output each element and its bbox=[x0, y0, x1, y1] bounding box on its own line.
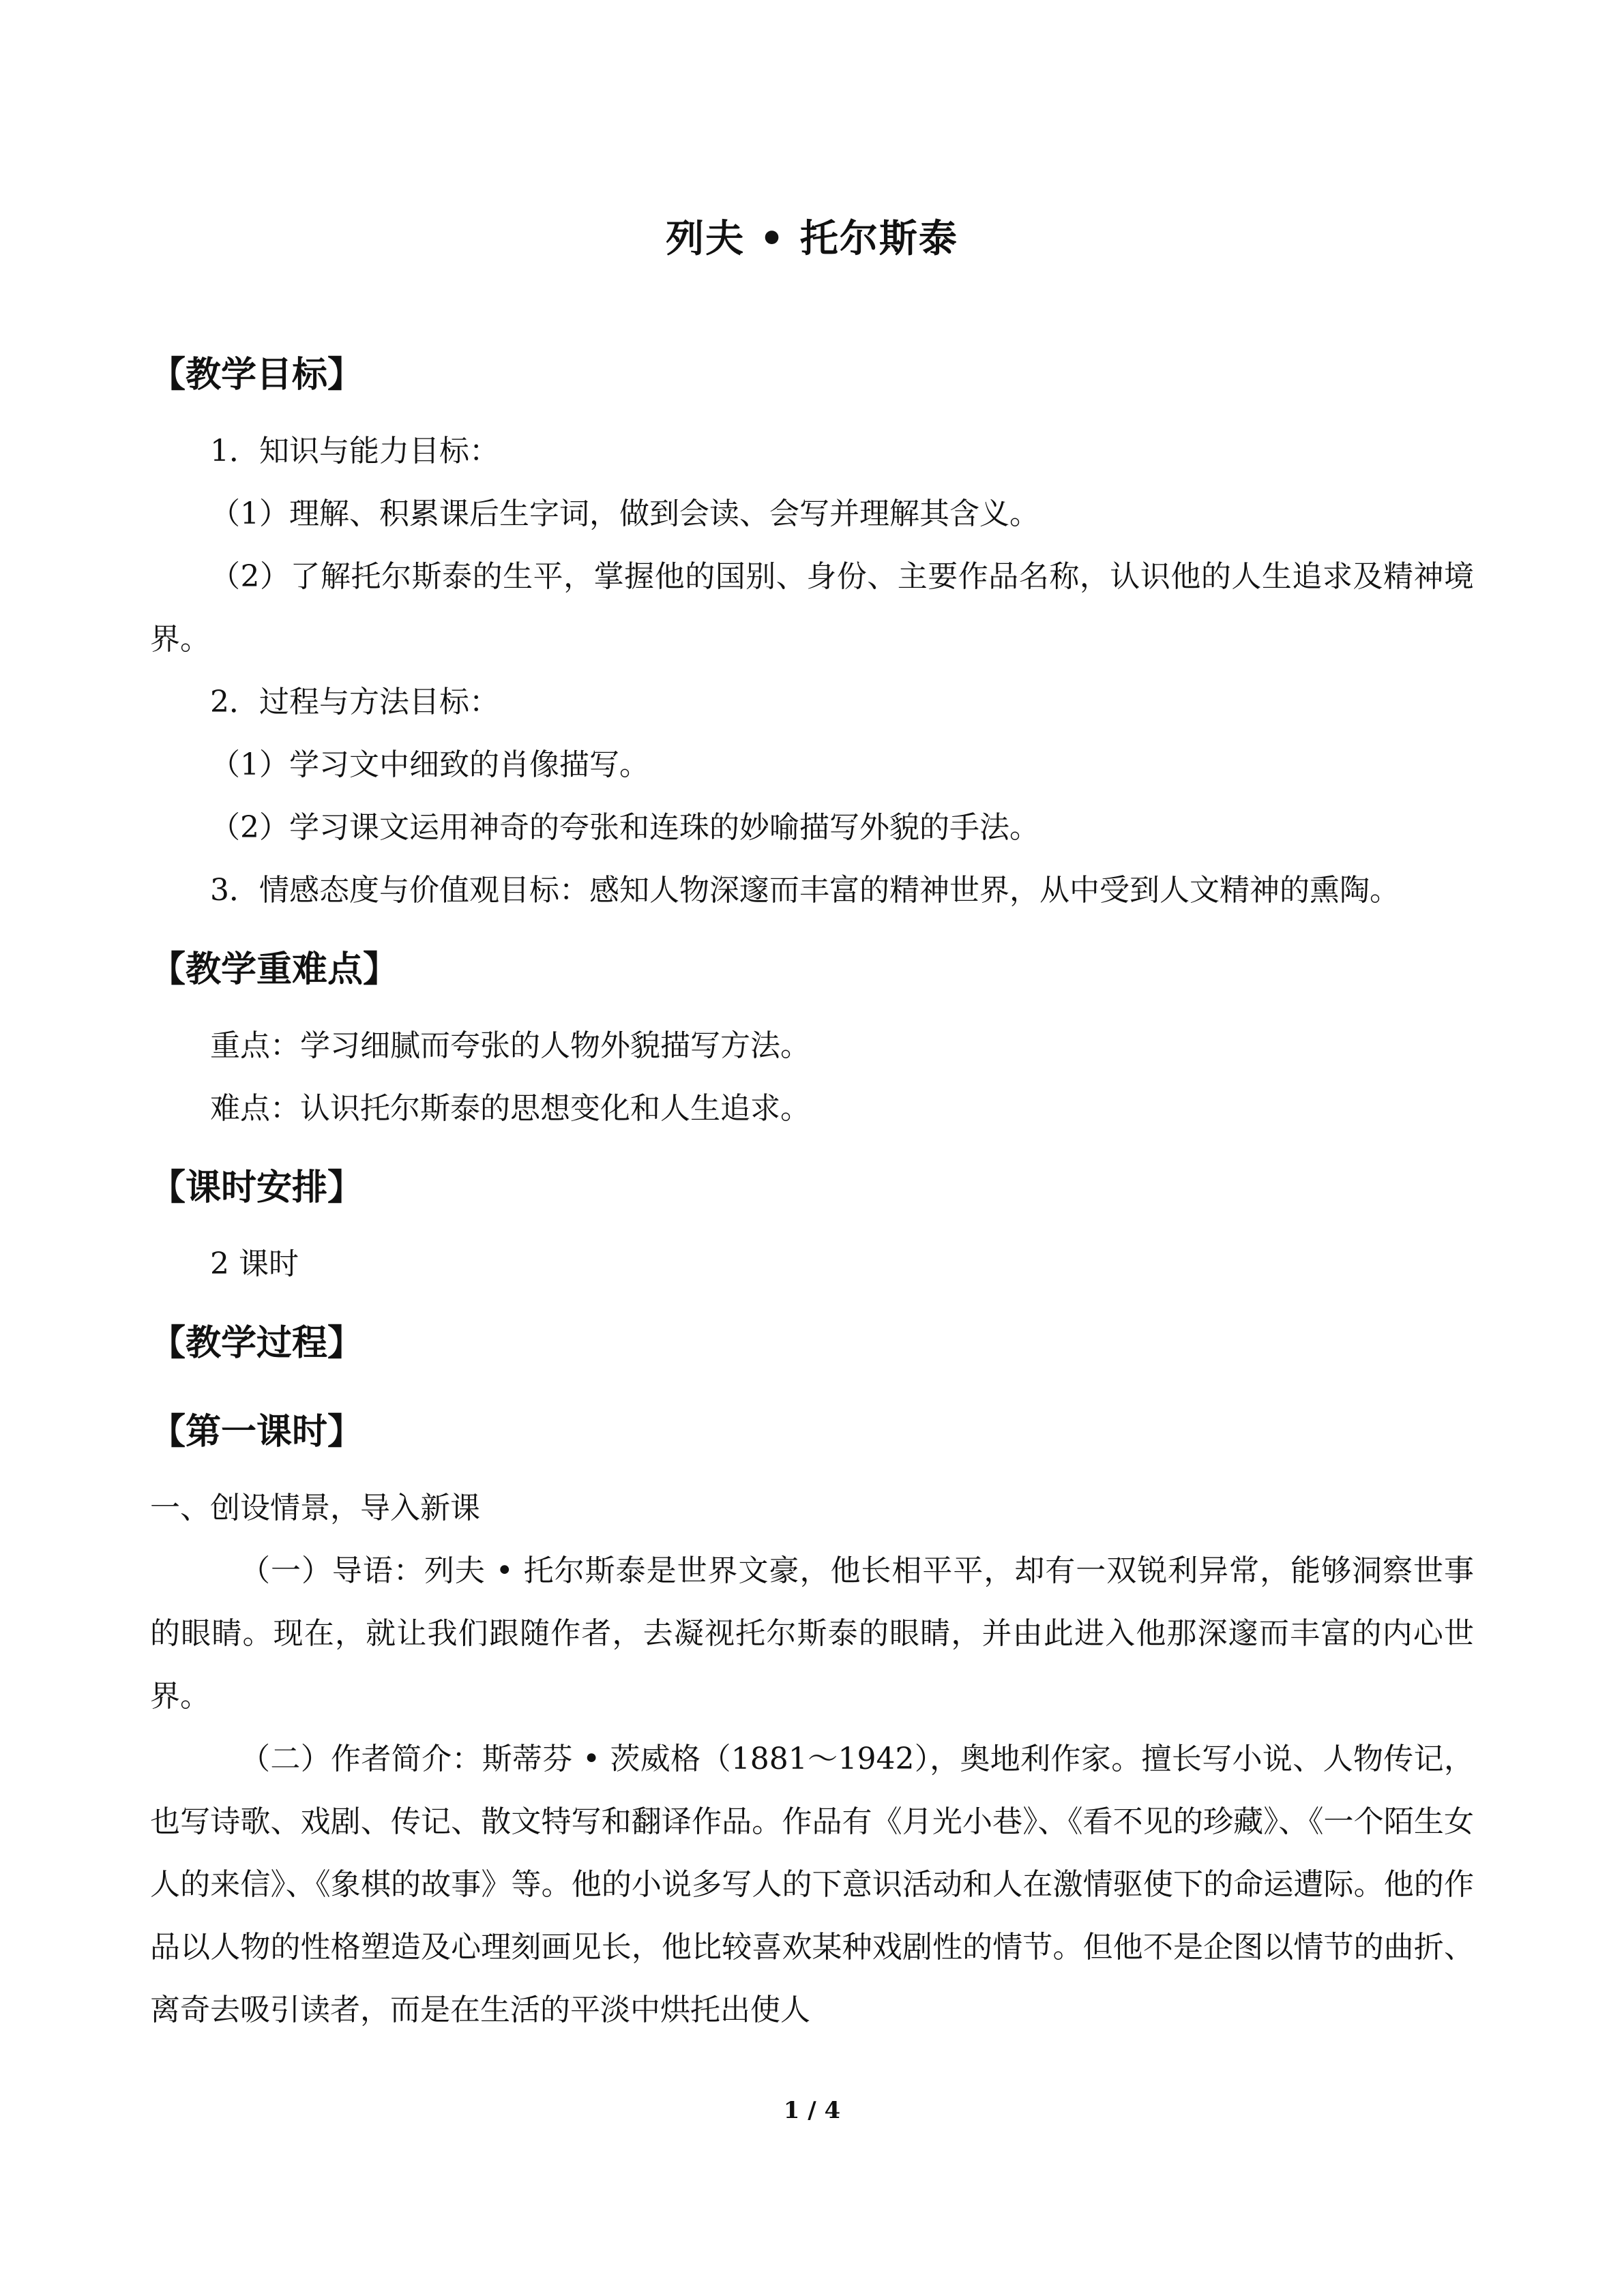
objective-line: （1）理解、积累课后生字词，做到会读、会写并理解其含义。 bbox=[210, 496, 1039, 531]
section-heading-process: 【教学过程】 bbox=[150, 1323, 364, 1364]
section-heading-schedule: 【课时安排】 bbox=[150, 1167, 364, 1208]
key-point-line: 难点：认识托尔斯泰的思想变化和人生追求。 bbox=[210, 1091, 810, 1126]
objective-line: 2．过程与方法目标： bbox=[210, 685, 499, 719]
schedule-line: 2 课时 bbox=[210, 1247, 299, 1281]
key-point-line: 重点：学习细腻而夸张的人物外貌描写方法。 bbox=[210, 1028, 810, 1063]
document-body bbox=[150, 198, 1474, 2042]
lesson-paragraph: （二）作者简介：斯蒂芬 • 茨威格（1881～1942），奥地利作家。擅长写小说、人物传记，也写诗歌、戏剧、传记、散文特写和翻译作品。作品有《月光小巷》、《看不见的珍藏》、《一个陌生女人的来信》、《象棋的故事》等。他的小说多写人的下意识活动和人在激情驱使下的命运遭际。他的作品以人物的性格塑造及心理刻画见长，他比较喜欢某种戏剧性的情节。但他不是企图以情节的曲折、离奇去吸引读者，而是在生活的平淡中烘托出使人 bbox=[150, 1742, 1474, 2027]
page-number: 1 / 4 bbox=[783, 2097, 841, 2124]
section-heading-first-lesson: 【第一课时】 bbox=[150, 1412, 364, 1452]
lesson-paragraph: （一）导语：列夫 • 托尔斯泰是世界文豪，他长相平平，却有一双锐利异常，能够洞察世事的眼睛。现在，就让我们跟随作者，去凝视托尔斯泰的眼睛，并由此进入他那深邃而丰富的内心世界。 bbox=[150, 1553, 1474, 1714]
lesson-step-heading: 一、创设情景，导入新课 bbox=[150, 1491, 480, 1525]
objective-line: 3．情感态度与价值观目标：感知人物深邃而丰富的精神世界，从中受到人文精神的熏陶。 bbox=[210, 873, 1400, 908]
page-title: 列夫 • 托尔斯泰 bbox=[666, 216, 958, 261]
section-heading-key-points: 【教学重难点】 bbox=[150, 949, 399, 990]
objective-line: （2）学习课文运用神奇的夸张和连珠的妙喻描写外貌的手法。 bbox=[210, 810, 1039, 845]
objective-line: （2）了解托尔斯泰的生平，掌握他的国别、身份、主要作品名称，认识他的人生追求及精神境界。 bbox=[150, 559, 1474, 657]
objective-line: 1．知识与能力目标： bbox=[210, 434, 499, 468]
objective-line: （1）学习文中细致的肖像描写。 bbox=[210, 747, 649, 782]
section-heading-objectives: 【教学目标】 bbox=[150, 355, 364, 396]
